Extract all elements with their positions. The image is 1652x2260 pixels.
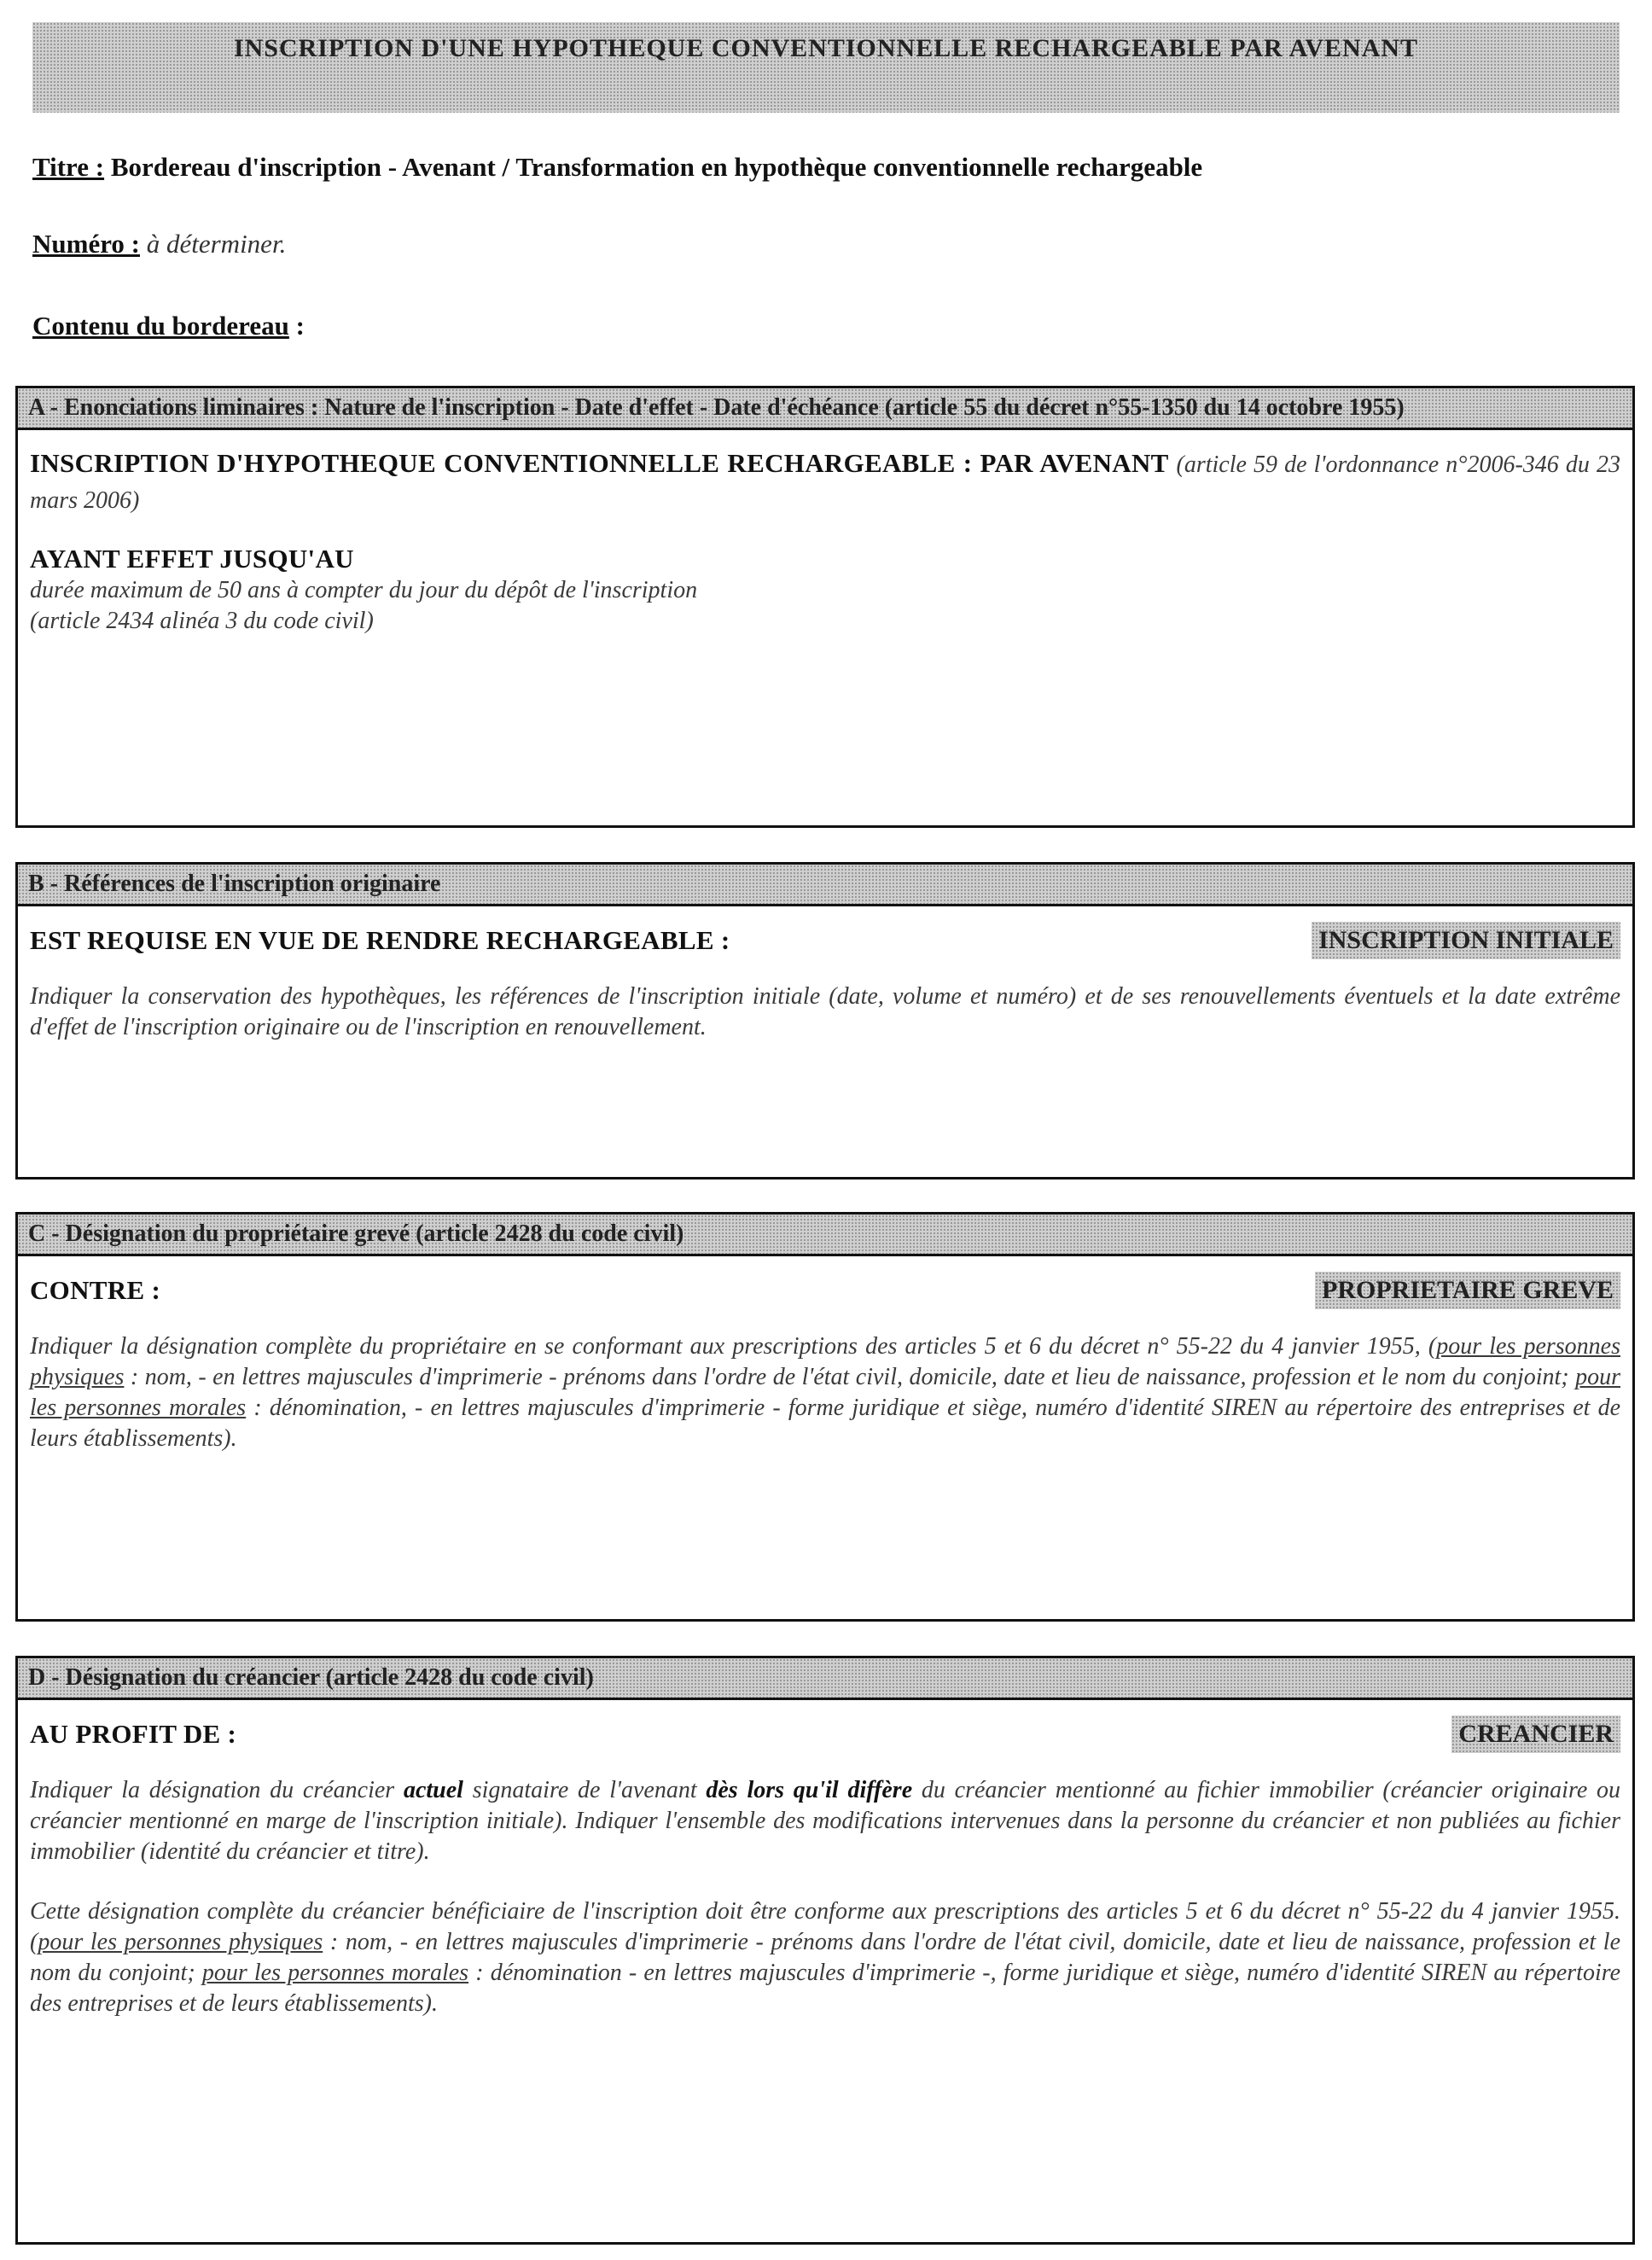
section-d-row (30, 1715, 1620, 1753)
section-d-tag: CREANCIER (1451, 1715, 1620, 1753)
section-d-text-part: signataire de l'avenant (462, 1777, 707, 1803)
section-b-tag: INSCRIPTION INITIALE (1312, 922, 1620, 959)
section-c-text-part: : dénomination, - en lettres majuscules d'imprimerie - forme juridique et siège, numéro d'identité SIREN au répertoire des entreprises et de leurs établissements). (30, 1395, 1621, 1452)
section-a-effet-line2: (article 2434 alinéa 3 du code civil) (30, 608, 374, 634)
document-title (32, 22, 1620, 113)
section-a (15, 386, 1635, 828)
section-d-text-part: Cette désignation complète du créancier bénéficiaire de l'inscription doit être conforme aux prescriptions des articles 5 et 6 du décret n° 55-22 du 4 janvier 1955. ( (30, 1898, 1620, 1955)
section-c-text-part: Indiquer la désignation complète du propriétaire en se conformant aux prescriptions des articles 5 et 6 du décret n° 55-22 du 4 janvier 1955, ( (30, 1333, 1437, 1360)
section-c-header: C - Désignation du propriétaire grevé (article 2428 du code civil) (18, 1214, 1632, 1256)
section-d-bold-differe: dès lors qu'il diffère (706, 1777, 913, 1803)
section-c-text-part: : nom, - en lettres majuscules d'imprimerie - prénoms dans l'ordre de l'état civil, domicile, date et lieu de naissance, profession et le nom du conjoint; (124, 1364, 1576, 1390)
section-b (15, 862, 1635, 1180)
section-c-underlined-physiques: pour les personnes physiques (30, 1333, 1621, 1390)
section-c-row (30, 1272, 1620, 1309)
section-d-paragraph-1 (30, 1775, 1620, 1867)
section-c-tag: PROPRIETAIRE GREVE (1315, 1272, 1620, 1309)
section-b-text: Indiquer la conservation des hypothèques, les références de l'inscription initiale (date, volume et numéro) et de ses renouvellements éventuels et la date extrême d'effet de l'inscription originaire ou de l'inscription en renouvellement. (30, 983, 1620, 1040)
section-a-heading: INSCRIPTION D'HYPOTHEQUE CONVENTIONNELLE RECHARGEABLE : PAR AVENANT (30, 448, 1169, 478)
section-a-header: A - Enonciations liminaires : Nature de l'inscription - Date d'effet - Date d'échéance (article 55 du décret n°55-1350 du 14 octobre 1955) (18, 388, 1632, 430)
titre-value: Bordereau d'inscription - Avenant / Transformation en hypothèque conventionnelle rechargeable (110, 152, 1203, 182)
titre-label: Titre : (32, 152, 105, 182)
section-b-header: B - Références de l'inscription originaire (18, 865, 1632, 906)
section-c-label: CONTRE : (30, 1275, 161, 1305)
section-d-text-part: Indiquer la désignation du créancier (30, 1777, 404, 1803)
numero-label: Numéro : (32, 229, 140, 259)
section-d (15, 1656, 1635, 2245)
section-c-underlined-morales: pour les personnes morales (30, 1364, 1620, 1421)
section-d-text-part: : nom, - en lettres majuscules d'imprimerie - prénoms dans l'ordre de l'état civil, domicile, date et lieu de naissance, profession et le nom du conjoint; (30, 1929, 1620, 1986)
section-d-paragraph-2 (30, 1896, 1620, 2019)
titre-line (32, 152, 1202, 183)
section-d-underlined-physiques: pour les personnes physiques (38, 1929, 323, 1955)
contenu-label: Contenu du bordereau (32, 311, 289, 341)
section-c-text (30, 1331, 1620, 1454)
section-b-row (30, 922, 1620, 959)
section-d-label: AU PROFIT DE : (30, 1719, 237, 1749)
section-b-label: EST REQUISE EN VUE DE RENDRE RECHARGEABLE : (30, 925, 730, 955)
section-d-underlined-morales: pour les personnes morales (201, 1960, 469, 1986)
numero-line (32, 229, 286, 259)
section-d-header: D - Désignation du créancier (article 2428 du code civil) (18, 1658, 1632, 1700)
section-d-text-part: : dénomination - en lettres majuscules d'imprimerie -, forme juridique et siège, numéro d'identité SIREN au répertoire des entreprises et de leurs établissements). (30, 1960, 1621, 2017)
section-d-text-part: du créancier mentionné au fichier immobilier (créancier originaire ou créancier mentionné en marge de l'inscription initiale). Indiquer l'ensemble des modifications intervenues dans la personne du créancier et non publiées au fichier immobilier (identité du créancier et titre). (30, 1777, 1621, 1865)
section-a-effet: AYANT EFFET JUSQU'AU (30, 544, 354, 574)
contenu-line (32, 311, 305, 341)
section-a-effet-line1: durée maximum de 50 ans à compter du jour du dépôt de l'inscription (30, 577, 698, 603)
document-title-text: INSCRIPTION D'UNE HYPOTHEQUE CONVENTIONNELLE RECHARGEABLE PAR AVENANT (233, 34, 1419, 62)
contenu-suffix: : (288, 311, 305, 341)
section-d-bold-actuel: actuel (403, 1777, 463, 1803)
section-c (15, 1212, 1635, 1622)
numero-value: à déterminer. (146, 229, 287, 259)
section-a-heading-note: (article 59 de l'ordonnance n°2006-346 du 23 mars 2006) (30, 451, 1621, 514)
section-a-heading-block (30, 446, 1620, 517)
